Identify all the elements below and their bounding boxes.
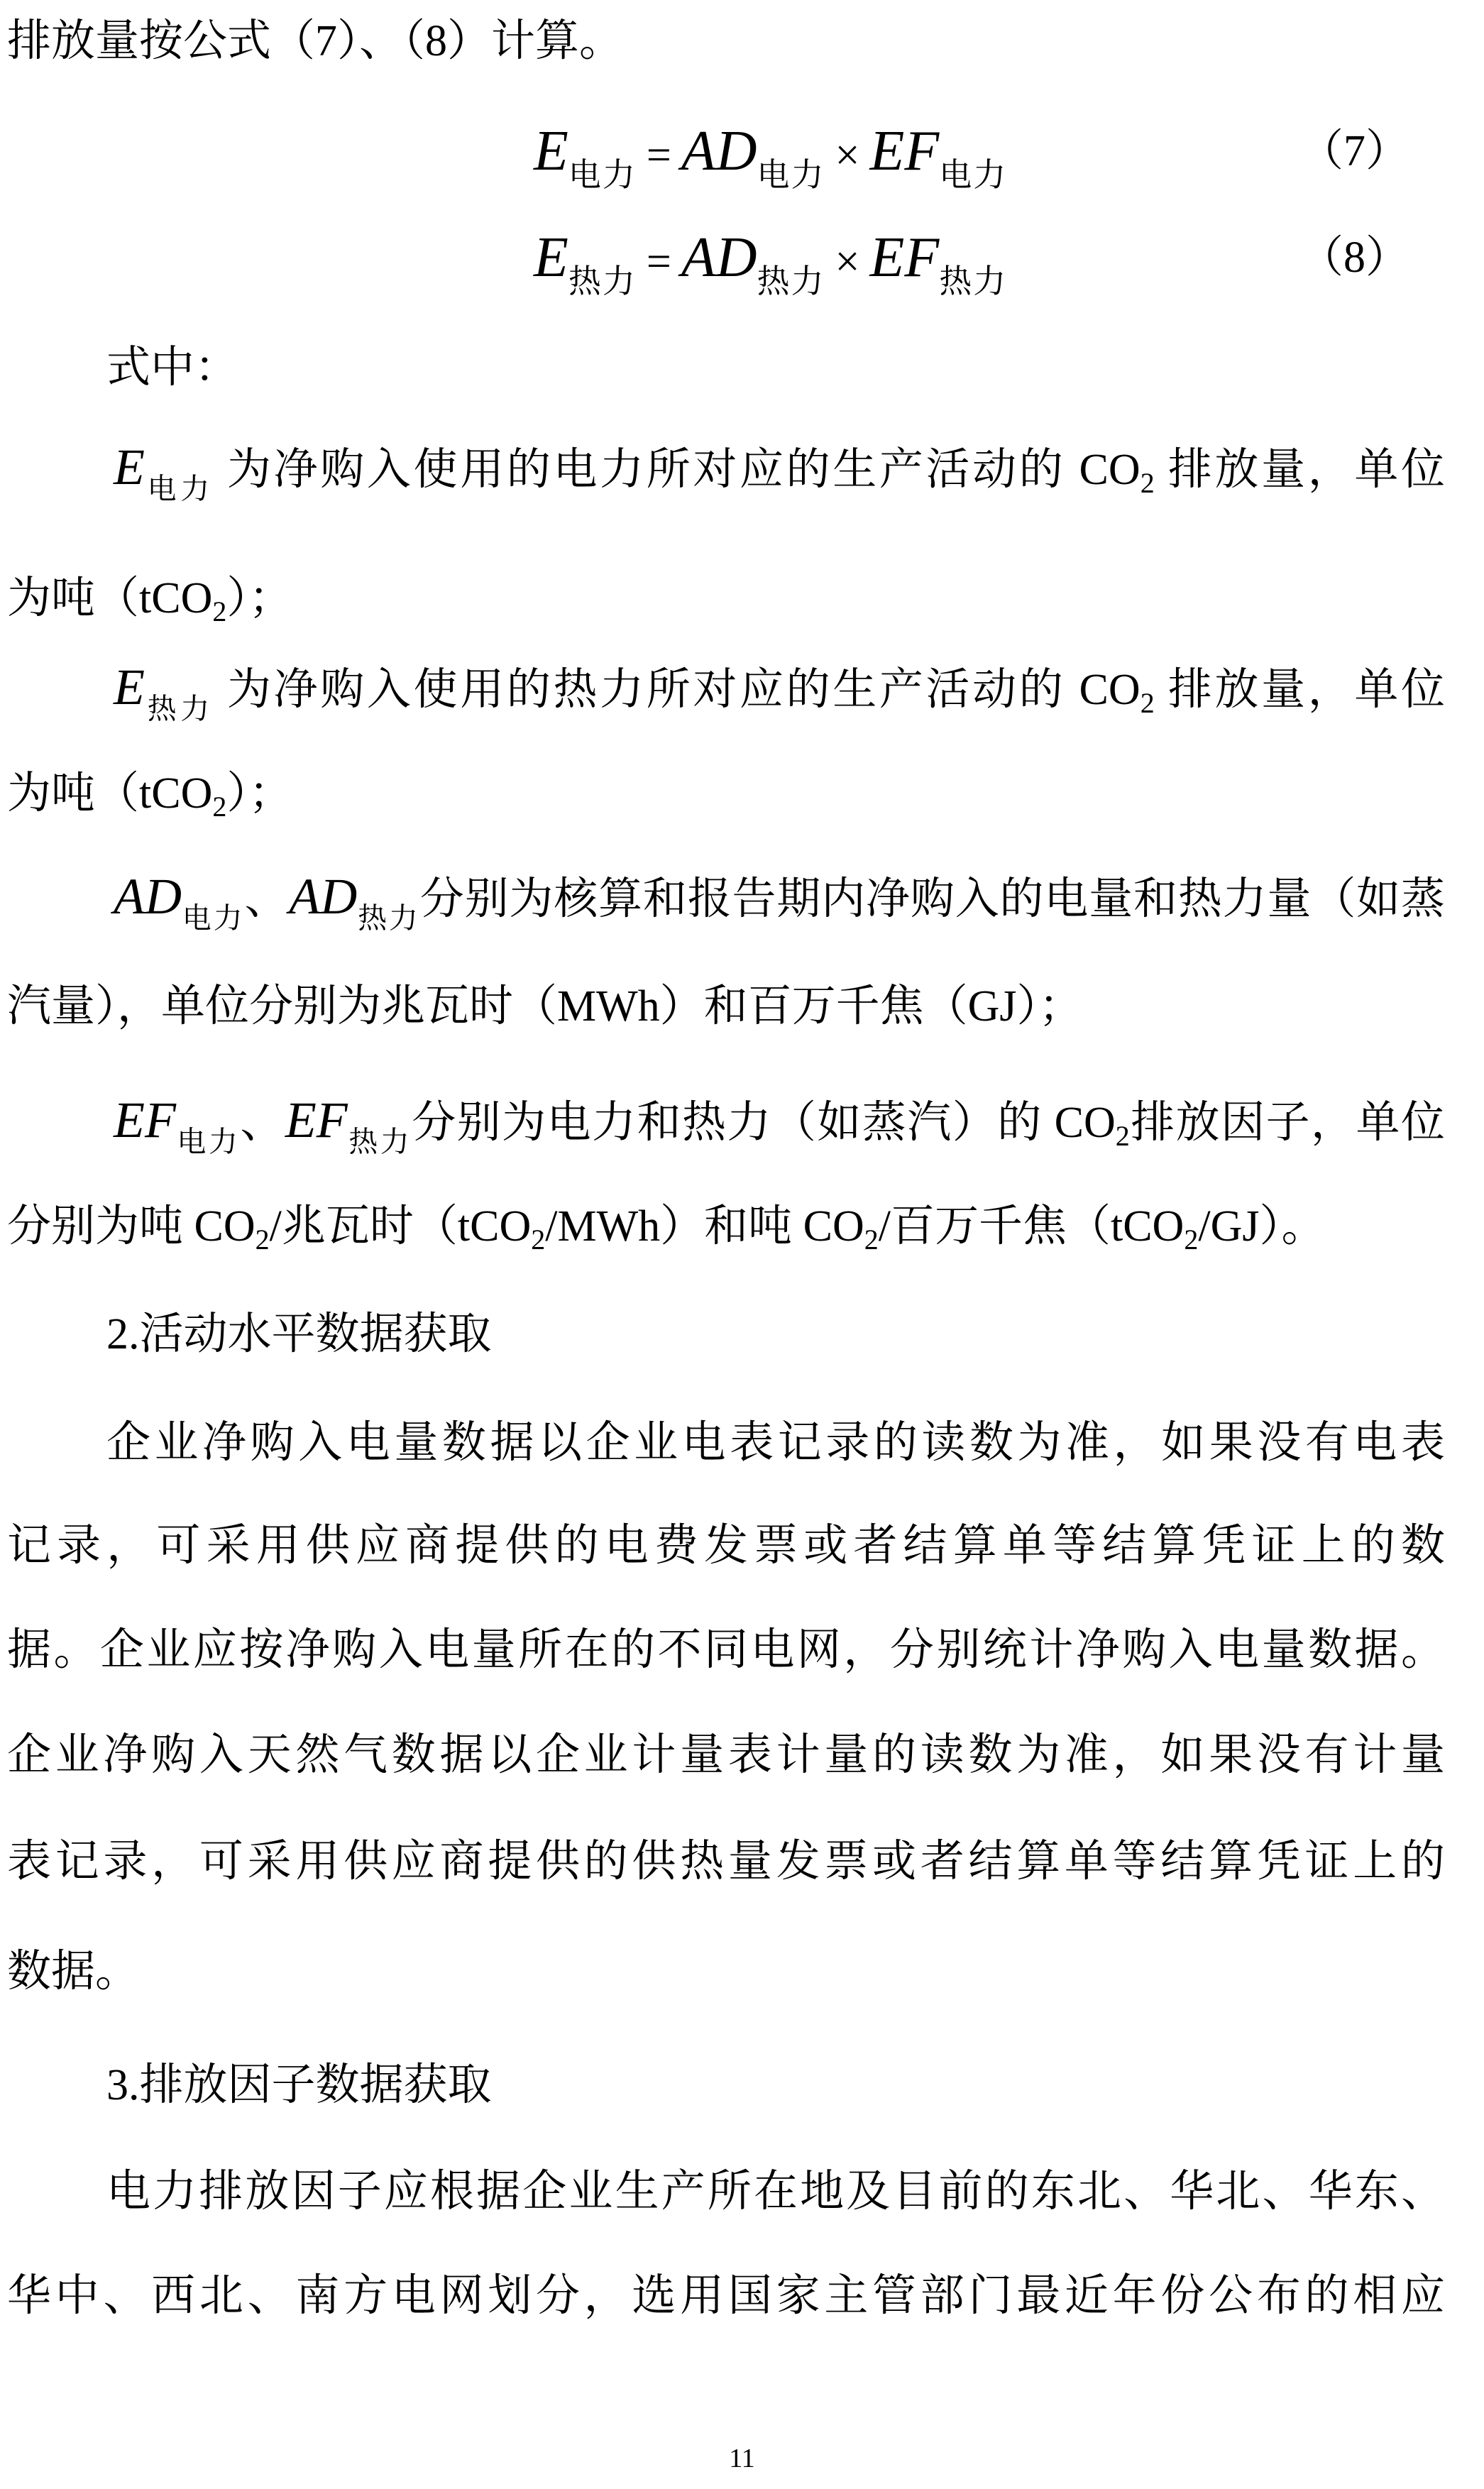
formula-8-row xyxy=(7,219,1445,321)
paragraph-factor-line2: 华中、西北、南方电网划分，选用国家主管部门最近年份公布的相应 xyxy=(7,2272,1445,2320)
definition-ef-line1: $EF_{电力}$、$EF_{热力}$分别为电力和热力（如蒸汽）的 CO2排放因子，单位 xyxy=(114,1092,1445,1158)
paragraph-activity-line2: 记录，可采用供应商提供的电费发票或者结算单等结算凭证上的数 xyxy=(7,1522,1445,1570)
page-number: 11 xyxy=(729,2444,755,2473)
definition-ef-line2: 分别为吨 CO2/兆瓦时（tCO2/MWh）和吨 CO2/百万千焦（tCO2/GJ）。 xyxy=(7,1202,1326,1256)
definition-e-heat-line1: $E_{热力}$ 为净购入使用的热力所对应的生产活动的 CO2 排放量，单位 xyxy=(114,659,1445,725)
definition-ad-line2: 汽量），单位分别为兆瓦时（MWh）和百万千焦（GJ）； xyxy=(7,982,1083,1031)
formula-8-number: （8） xyxy=(1299,233,1409,282)
definition-e-electricity-line2: 为吨（tCO2）； xyxy=(7,574,293,627)
definition-e-heat-line2: 为吨（tCO2）； xyxy=(7,769,293,823)
heading-emission-factor: 3.排放因子数据获取 xyxy=(106,2061,492,2109)
paragraph-activity-line6: 数据。 xyxy=(7,1947,140,1996)
formula-7-row xyxy=(7,112,1445,214)
heading-activity-data: 2.活动水平数据获取 xyxy=(106,1310,492,1358)
formula-7: E电力 = AD电力 × EF电力 xyxy=(534,120,1008,193)
definition-e-electricity-line1: $E_{电力}$ 为净购入使用的电力所对应的生产活动的 CO2 排放量，单位 xyxy=(114,439,1445,505)
formula-8: E热力 = AD热力 × EF热力 xyxy=(534,226,1008,300)
paragraph-activity-line3: 据。企业应按净购入电量所在的不同电网，分别统计净购入电量数据。 xyxy=(7,1626,1445,1674)
paragraph-activity-line1: 企业净购入电量数据以企业电表记录的读数为准，如果没有电表 xyxy=(106,1419,1445,1467)
definition-ad-line1: $AD_{电力}$、$AD_{热力}$分别为核算和报告期内净购入的电量和热力量（如蒸 xyxy=(114,868,1445,935)
paragraph-activity-line4: 企业净购入天然气数据以企业计量表计量的读数为准，如果没有计量 xyxy=(7,1731,1445,1779)
paragraph-factor-line1: 电力排放因子应根据企业生产所在地及目前的东北、华北、华东、 xyxy=(106,2167,1445,2216)
where-label: 式中： xyxy=(106,344,239,392)
intro-line: 排放量按公式（7）、（8）计算。 xyxy=(7,17,624,65)
formula-7-number: （7） xyxy=(1299,127,1409,175)
paragraph-activity-line5: 表记录，可采用供应商提供的供热量发票或者结算单等结算凭证上的 xyxy=(7,1837,1445,1886)
